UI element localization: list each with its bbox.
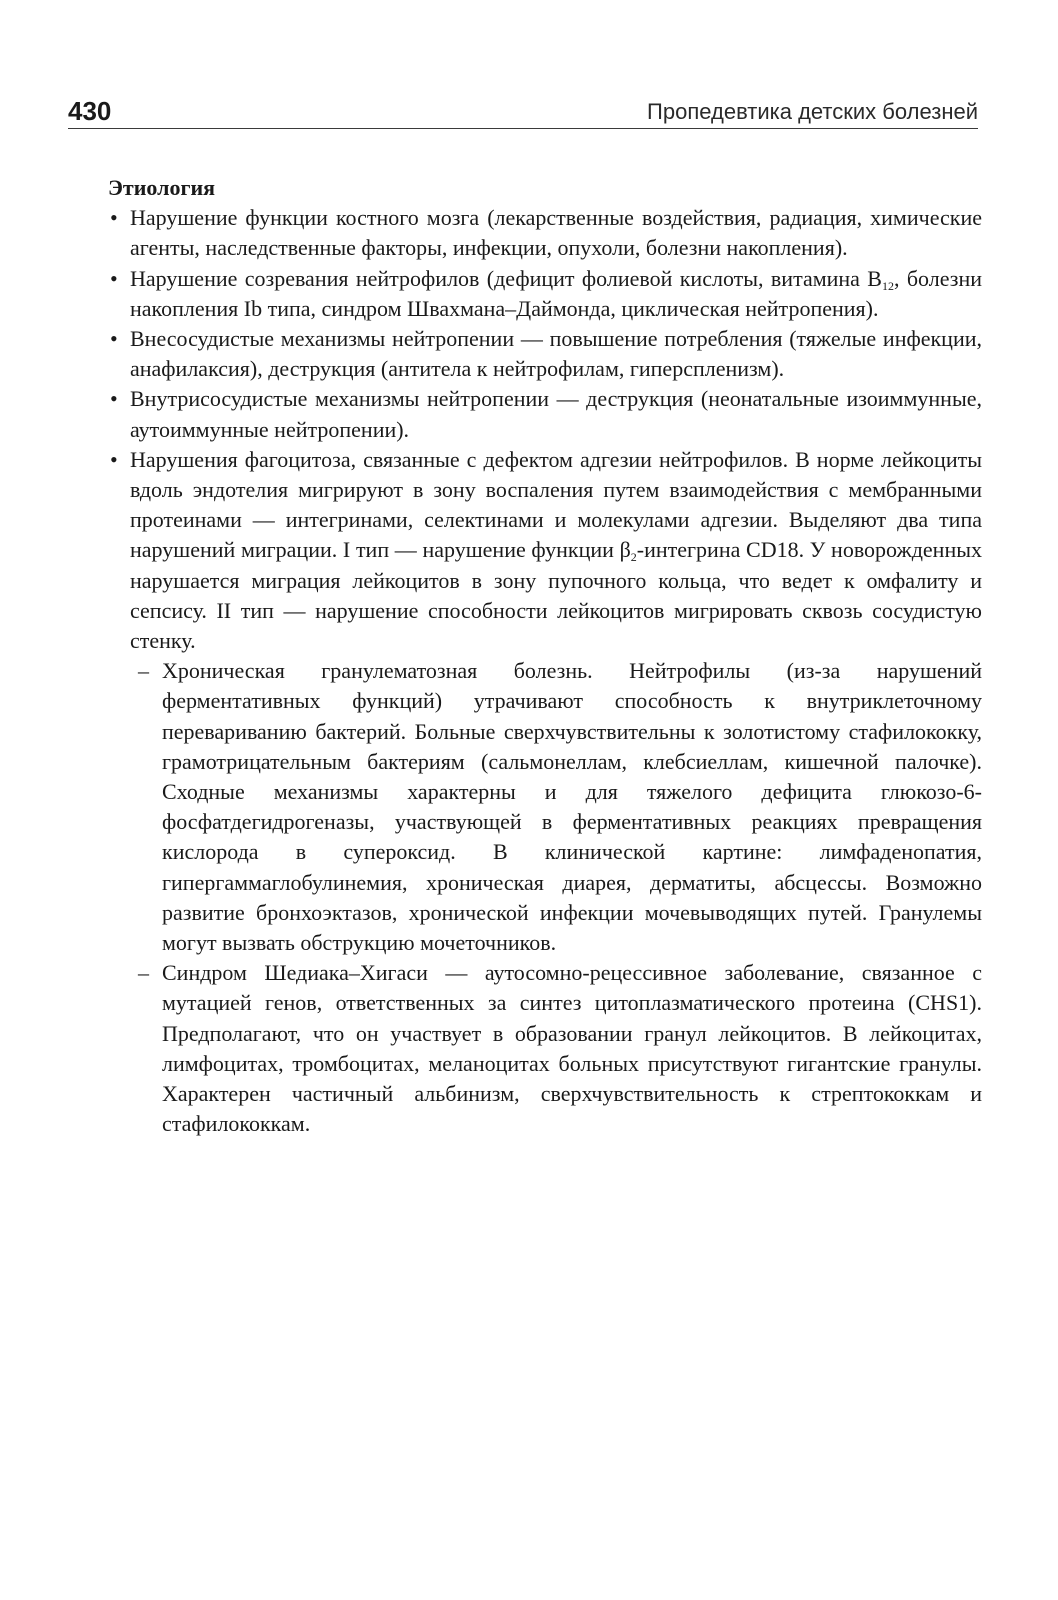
list-item: [108, 264, 982, 324]
sub-list-item-text: Синдром Шедиака–Хигаси — аутосомно-рецессивное заболевание, связанное с мутацией генов, ответственных за синтез цитоплазматического протеина (CHS1). Предполагают, что он участвует в образовании гранул лейкоцитов. В лейкоцитах, лимфоцитах, тромбоцитах, меланоцитах больных присутствуют гигантские гранулы. Характерен частичный альбинизм, сверхчувствительность к стрептококкам и стафилококкам.: [162, 960, 982, 1137]
book-title: Пропедевтика детских болезней: [647, 99, 978, 124]
list-item-text: Внесосудистые механизмы нейтропении — повышение потребления (тяжелые инфекции, анафилаксия), деструкция (антитела к нейтрофилам, гиперспленизм).: [130, 326, 982, 382]
subscript: 12: [881, 278, 894, 293]
list-item-text: Внутрисосудистые механизмы нейтропении — деструкция (неонатальные изоиммунные, аутоиммунные нейтропении).: [130, 386, 982, 442]
list-item-text: -интегрина CD18. У новорожденных нарушается миграция лейкоцитов в зону пупочного кольца, что ведет к омфалиту и сепсису. II тип — нарушение способности лейкоцитов мигрировать сквозь сосудистую стенку.: [130, 537, 982, 654]
list-item: [108, 445, 982, 1140]
sub-list-item: [130, 958, 982, 1139]
list-item: [108, 384, 982, 444]
sub-list-item: [130, 656, 982, 958]
list-item-text: Нарушение функции костного мозга (лекарственные воздействия, радиация, химические агенты, наследственные факторы, инфекции, опухоли, болезни накопления).: [130, 205, 982, 261]
sub-list-item-text: Хроническая гранулематозная болезнь. Нейтрофилы (из-за нарушений ферментативных функций) утрачивают способность к внутриклеточному перевариванию бактерий. Больные сверхчувствительны к золотистому стафилококку, грамотрицательным бактериям (сальмонеллам, клебсиеллам, кишечной палочке). Сходные механизмы характерны и для тяжелого дефицита глюкозо-6-фосфатдегидрогеназы, участвующей в ферментативных реакциях превращения кислорода в супероксид. В клинической картине: лимфаденопатия, гипергаммаглобулинемия, хроническая диарея, дерматиты, абсцессы. Возможно развитие бронхоэктазов, хронической инфекции мочевыводящих путей. Гранулемы могут вызвать обструкцию мочеточников.: [162, 658, 982, 956]
section-heading: Этиология: [108, 175, 216, 200]
list-item-text: Нарушения фагоцитоза, связанные с дефектом адгезии нейтрофилов. В норме лейкоциты вдоль эндотелия мигрируют в зону воспаления путем взаимодействия с мембранными протеинами — интегринами, селектинами и молекулами адгезии. Выделяют два типа нарушений миграции. I тип — нарушение функции β: [130, 446, 982, 563]
list-item: [108, 203, 982, 263]
page-number: 430: [68, 96, 112, 126]
running-header: [68, 96, 978, 129]
phagocytosis-disorders-list: [130, 656, 982, 1139]
page-body: [108, 173, 982, 1140]
list-item: [108, 324, 982, 384]
etiology-list: [108, 203, 982, 1139]
list-item-text: , болезни накопления Ib типа, синдром Швахмана–Даймонда, циклическая нейтропения).: [130, 265, 982, 321]
list-item-text: Нарушение созревания нейтрофилов (дефицит фолиевой кислоты, витамина B: [130, 265, 882, 291]
subscript: 2: [630, 550, 637, 565]
